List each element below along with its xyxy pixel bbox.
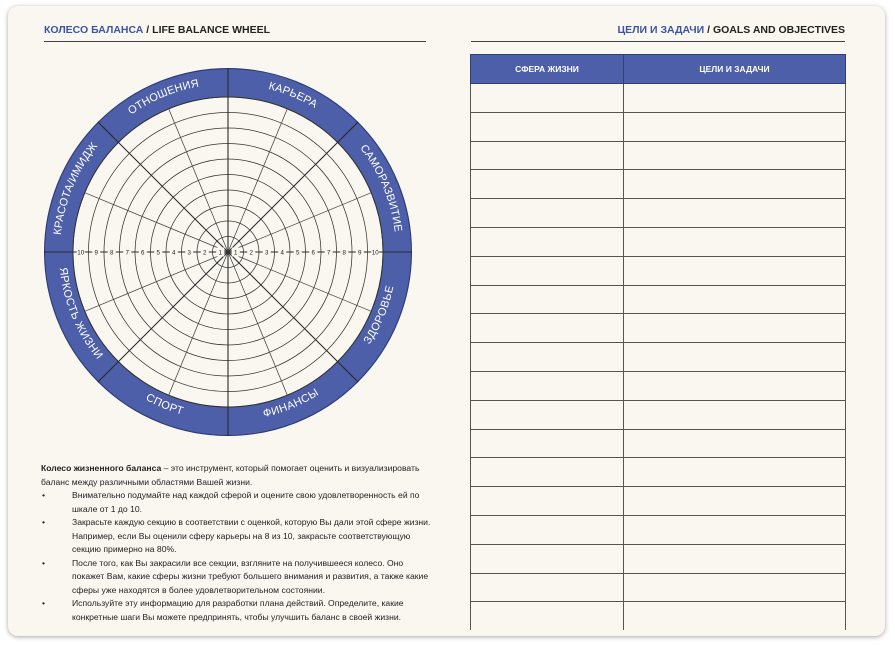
list-item-text: После того, как Вы закрасили все секции, взгляните на получившееся колесо. Оно покажет Вам, какие сферы жизни требуют большего внимания и развития, а также какие сферы уже находятся в более удовлетворительном состоянии. (72, 557, 429, 595)
table-row (471, 371, 846, 400)
scale-label: 1 (218, 249, 222, 257)
page-header-left (44, 21, 426, 42)
scale-label: 9 (358, 249, 362, 257)
intro-lead-bold: Колесо жизненного баланса (41, 463, 162, 473)
goals-cell[interactable] (624, 458, 846, 487)
list-item-text: Внимательно подумайте над каждой сферой и оцените свою удовлетворенность ей по шкале от 1 до 10. (72, 490, 420, 514)
sphere-cell[interactable] (471, 285, 624, 314)
header-right-title-ru: ЦЕЛИ И ЗАДАЧИ (617, 24, 705, 36)
sphere-cell[interactable] (471, 343, 624, 372)
instructions-list (41, 489, 433, 624)
table-row (471, 314, 846, 343)
goals-cell[interactable] (624, 141, 846, 170)
table-row (471, 227, 846, 256)
table-row (471, 343, 846, 372)
header-left-title-ru: КОЛЕСО БАЛАНСА (44, 24, 144, 36)
list-item (41, 557, 433, 598)
sphere-cell[interactable] (471, 170, 624, 199)
header-left-title-en: LIFE BALANCE WHEEL (152, 24, 270, 36)
goals-cell[interactable] (624, 429, 846, 458)
goals-cell[interactable] (624, 314, 846, 343)
table-row (471, 141, 846, 170)
goals-cell[interactable] (624, 227, 846, 256)
table-row (471, 256, 846, 285)
segment-label-text: САМОРАЗВИТИЕ (357, 142, 404, 233)
scale-label: 7 (327, 249, 331, 257)
table-row (471, 285, 846, 314)
goals-cell[interactable] (624, 515, 846, 544)
bullet-glyph: • (42, 598, 46, 608)
scale-label: 1 (234, 249, 238, 257)
table-row (471, 602, 846, 630)
segment-label-text: КРАСОТА/ИМИДЖ (51, 140, 101, 236)
scale-label: 8 (110, 249, 114, 257)
header-right-separator: / (704, 24, 713, 36)
sphere-cell[interactable] (471, 314, 624, 343)
scale-label: 7 (125, 249, 129, 257)
sphere-cell[interactable] (471, 573, 624, 602)
goals-table-body (471, 84, 846, 631)
intro-paragraph (41, 462, 433, 489)
column-header-sphere: СФЕРА ЖИЗНИ (471, 55, 624, 84)
sphere-cell[interactable] (471, 141, 624, 170)
list-item-text: Закрасьте каждую секцию в соответствии с оценкой, которую Вы дали этой сфере жизни. Например, если Вы оценили сферу карьеры на 8 из 10, закрасьте соответствующую секцию примерно на 80%. (72, 517, 431, 554)
sphere-cell[interactable] (471, 371, 624, 400)
scale-label: 9 (94, 249, 98, 257)
list-item (41, 516, 433, 557)
sphere-cell[interactable] (471, 544, 624, 573)
list-item-text: Используйте эту информацию для разработки плана действий. Определите, какие конкретные шаги Вы можете предпринять, чтобы улучшить баланс в своей жизни. (72, 598, 404, 622)
scale-label: 3 (265, 249, 269, 257)
scale-label: 2 (203, 249, 207, 257)
table-row (471, 170, 846, 199)
bullet-glyph: • (42, 517, 46, 527)
scale-label: 6 (141, 249, 145, 257)
sphere-cell[interactable] (471, 256, 624, 285)
list-item (41, 597, 433, 624)
sphere-cell[interactable] (471, 400, 624, 429)
bullet-glyph: • (42, 557, 46, 568)
life-balance-wheel[interactable] (44, 68, 412, 436)
sphere-cell[interactable] (471, 515, 624, 544)
segment-label-text: ЗДОРОВЬЕ (361, 284, 397, 347)
goals-cell[interactable] (624, 170, 846, 199)
table-row (471, 112, 846, 141)
goals-cell[interactable] (624, 602, 846, 630)
segment-label-text: ФИНАНСЫ (261, 386, 321, 421)
table-row (471, 429, 846, 458)
table-row (471, 487, 846, 516)
table-header-row (471, 55, 846, 84)
bullet-glyph: • (42, 490, 46, 500)
goals-table (470, 54, 846, 630)
segment-label-text: КАРЬЕРА (267, 80, 320, 111)
notebook-spread (8, 6, 885, 636)
sphere-cell[interactable] (471, 487, 624, 516)
scale-label: 5 (296, 249, 300, 257)
table-row (471, 84, 846, 113)
table-row (471, 544, 846, 573)
sphere-cell[interactable] (471, 458, 624, 487)
segment-label-text: СПОРТ (143, 391, 185, 418)
goals-cell[interactable] (624, 285, 846, 314)
sphere-cell[interactable] (471, 429, 624, 458)
goals-cell[interactable] (624, 199, 846, 228)
goals-cell[interactable] (624, 487, 846, 516)
sphere-cell[interactable] (471, 602, 624, 630)
table-row (471, 573, 846, 602)
page-header-right (471, 21, 845, 42)
goals-cell[interactable] (624, 343, 846, 372)
scale-label: 3 (187, 249, 191, 257)
column-header-goals: ЦЕЛИ И ЗАДАЧИ (624, 55, 846, 84)
scale-label: 2 (249, 249, 253, 257)
table-row (471, 400, 846, 429)
table-row (471, 199, 846, 228)
intro-lead-rest: – это инструмент, который помогает оценить и визуализировать баланс между различными областями Вашей жизни. (41, 463, 420, 487)
table-row (471, 515, 846, 544)
header-right-title-en: GOALS AND OBJECTIVES (712, 24, 845, 36)
table-row (471, 458, 846, 487)
list-item (41, 489, 433, 516)
scale-label: 5 (156, 249, 160, 257)
sphere-cell[interactable] (471, 84, 624, 113)
goals-cell[interactable] (624, 544, 846, 573)
segment-label-text: ОТНОШЕНИЯ (126, 77, 201, 118)
instructions-text (41, 462, 433, 624)
scale-label: 6 (311, 249, 315, 257)
goals-cell[interactable] (624, 400, 846, 429)
scale-label: 8 (342, 249, 346, 257)
scale-label: 4 (172, 249, 176, 257)
goals-cell[interactable] (624, 371, 846, 400)
scale-label: 4 (280, 249, 284, 257)
header-left-separator: / (143, 24, 153, 36)
goals-cell[interactable] (624, 112, 846, 141)
sphere-cell[interactable] (471, 199, 624, 228)
sphere-cell[interactable] (471, 227, 624, 256)
sphere-cell[interactable] (471, 112, 624, 141)
segment-label-text: ЯРКОСТЬ ЖИЗНИ (56, 266, 105, 362)
scale-label: 10 (77, 249, 85, 257)
goals-cell[interactable] (624, 573, 846, 602)
scale-label: 10 (371, 249, 379, 257)
goals-cell[interactable] (624, 256, 846, 285)
goals-cell[interactable] (624, 84, 846, 113)
